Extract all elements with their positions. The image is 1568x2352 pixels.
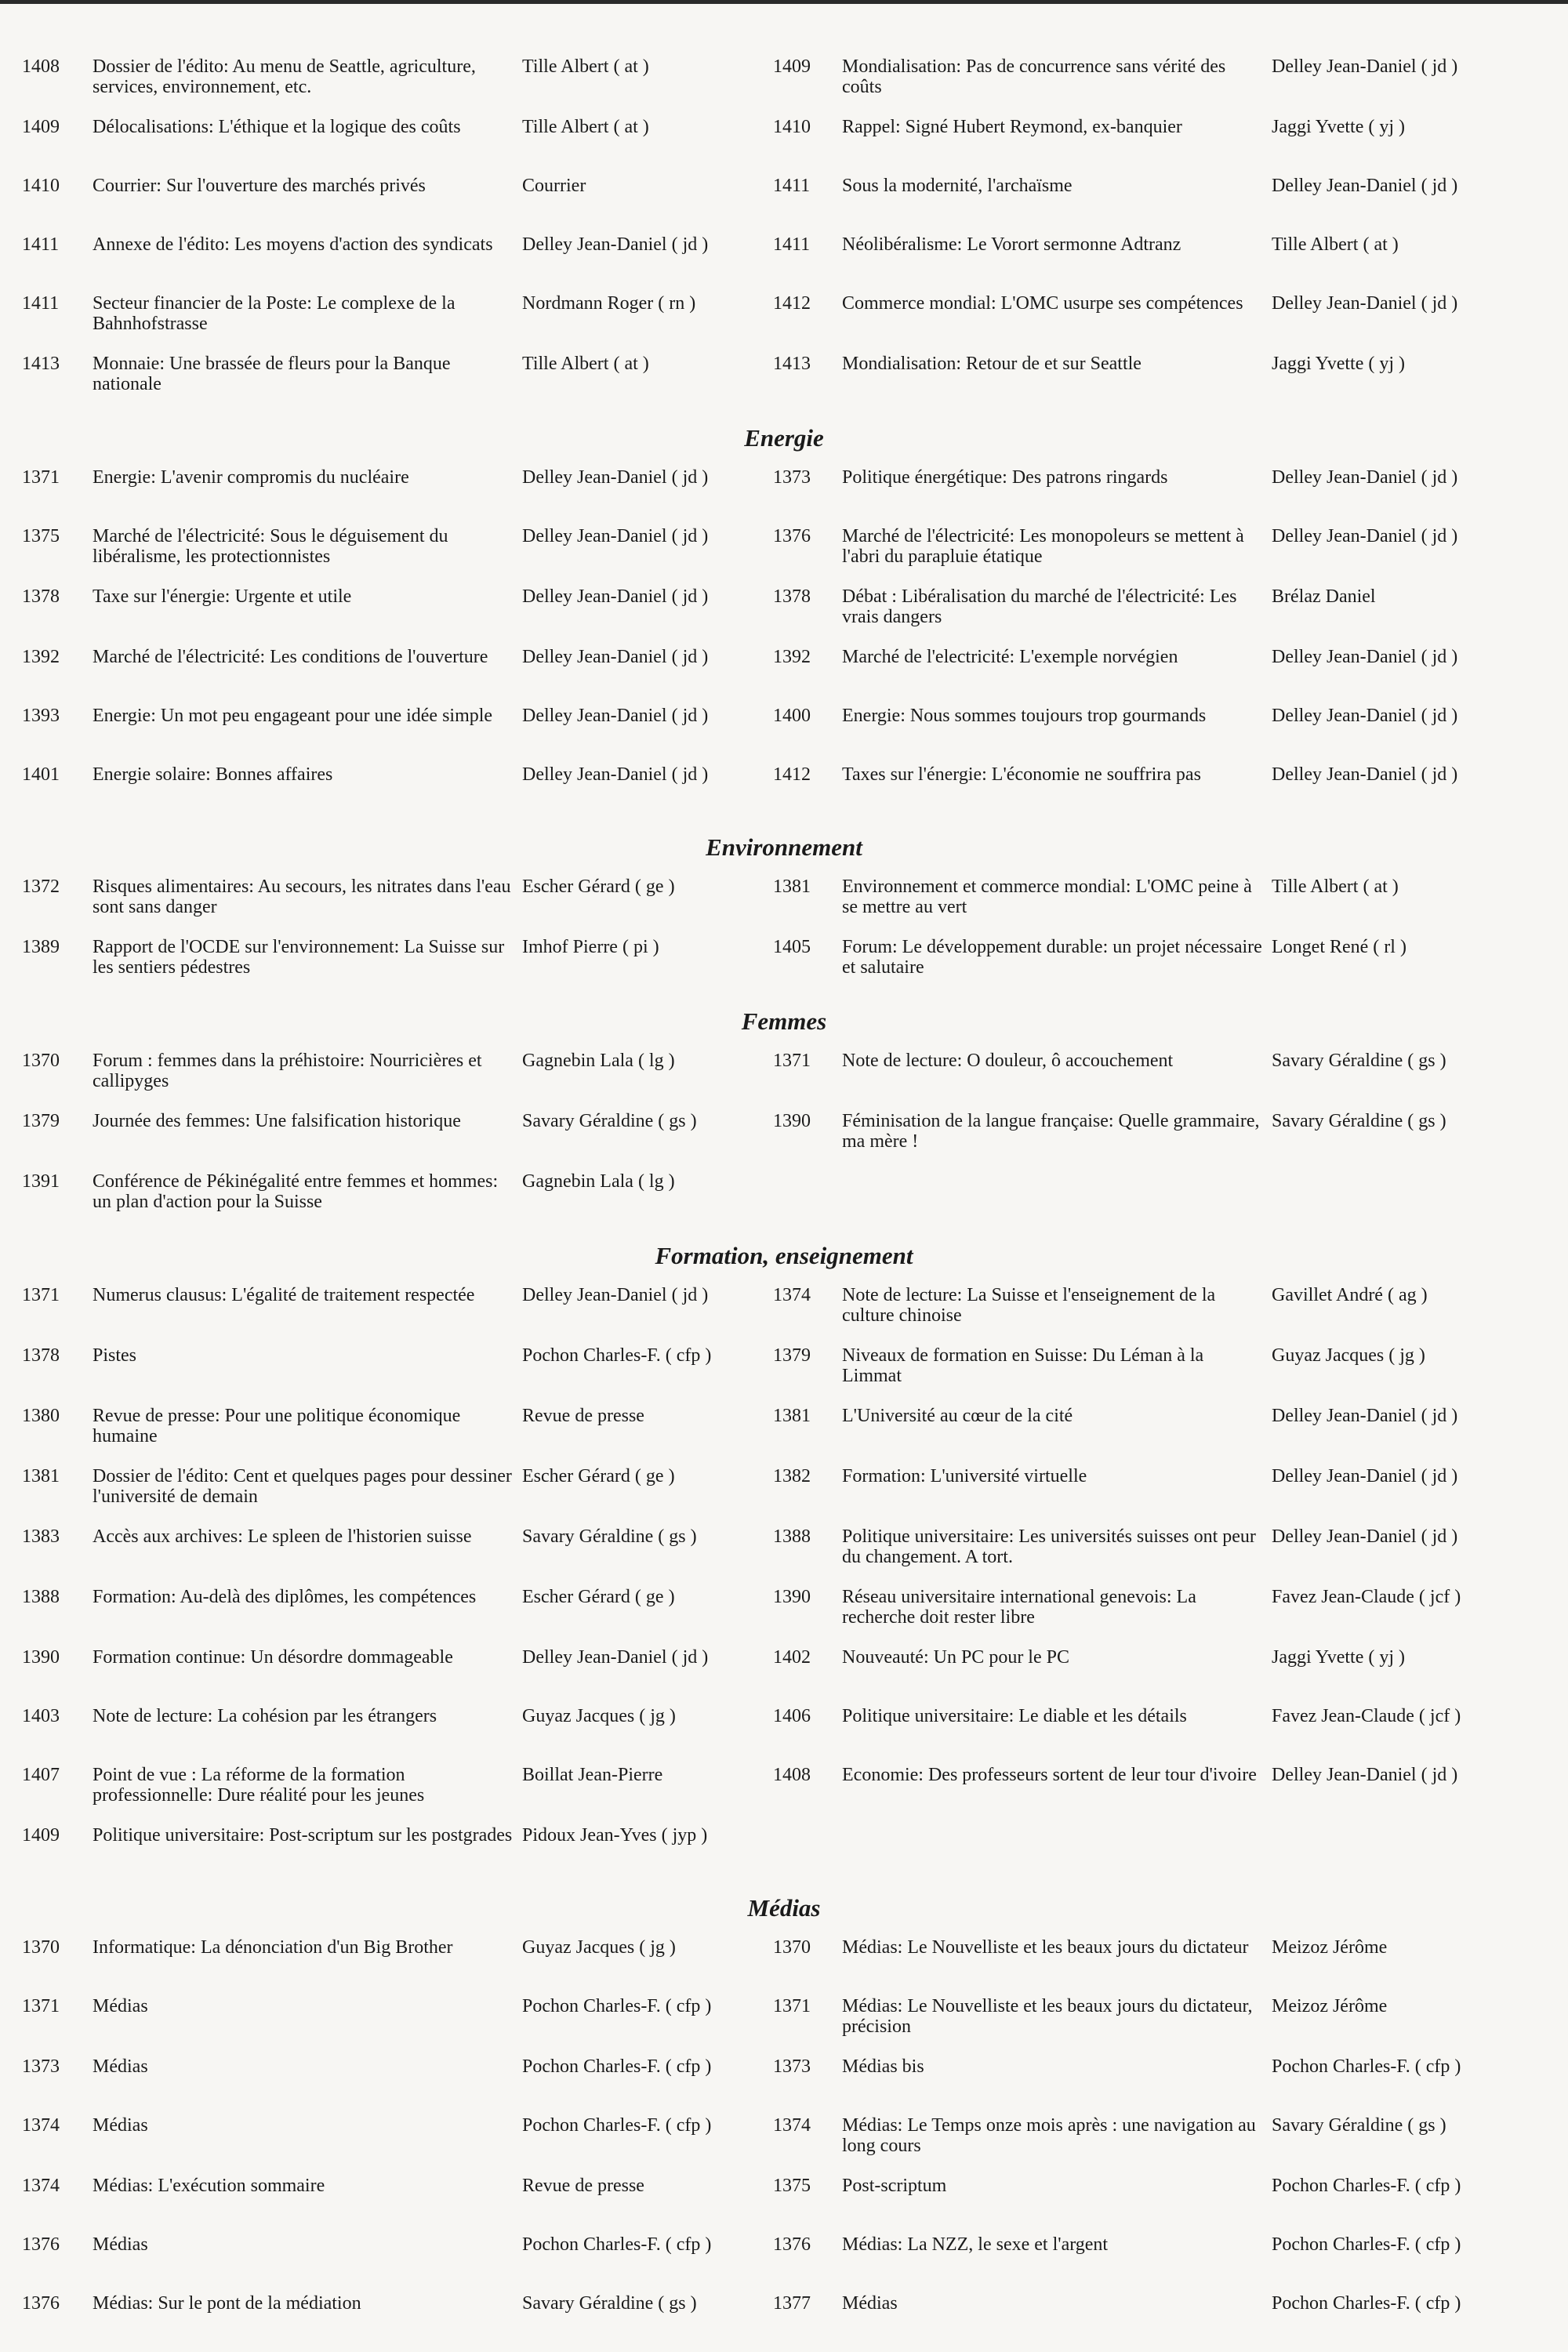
entry-author: Tille Albert ( at ) xyxy=(1272,234,1399,255)
entry-issue-number: 1400 xyxy=(773,706,811,726)
entry-issue-number: 1390 xyxy=(773,1111,811,1131)
entry-author: Tille Albert ( at ) xyxy=(1272,877,1399,897)
entry-author: Delley Jean-Daniel ( jd ) xyxy=(522,706,709,726)
entry-issue-number: 1411 xyxy=(773,176,811,196)
entry-title: Médias: La NZZ, le sexe et l'argent xyxy=(842,2234,1109,2255)
entry-issue-number: 1392 xyxy=(22,647,60,667)
entry-title: Politique universitaire: Le diable et les détails xyxy=(842,1706,1187,1726)
entry-author: Pochon Charles-F. ( cfp ) xyxy=(522,1996,712,2016)
entry-title: Post-scriptum xyxy=(842,2176,947,2196)
entry-issue-number: 1378 xyxy=(22,1345,60,1366)
entry-title: Taxes sur l'énergie: L'économie ne souffrira pas xyxy=(842,764,1201,785)
section-heading: Energie xyxy=(744,424,824,452)
entry-author: Jaggi Yvette ( yj ) xyxy=(1272,117,1405,137)
entry-author: Savary Géraldine ( gs ) xyxy=(1272,1051,1446,1071)
entry-issue-number: 1410 xyxy=(773,117,811,137)
entry-author: Delley Jean-Daniel ( jd ) xyxy=(522,526,709,546)
entry-title: L'Université au cœur de la cité xyxy=(842,1406,1073,1426)
index-row xyxy=(22,1466,1546,1507)
entry-issue-number: 1406 xyxy=(773,1706,811,1726)
entry-title: Marché de l'electricité: L'exemple norvégien xyxy=(842,647,1178,667)
top-border-line xyxy=(0,0,1568,4)
entry-issue-number: 1375 xyxy=(773,2176,811,2196)
index-row xyxy=(22,586,1546,627)
entry-title: Forum: Le développement durable: un projet nécessaire et salutaire xyxy=(842,937,1262,978)
entry-author: Pochon Charles-F. ( cfp ) xyxy=(1272,2293,1461,2314)
entry-author: Pochon Charles-F. ( cfp ) xyxy=(522,2234,712,2255)
entry-author: Savary Géraldine ( gs ) xyxy=(522,1111,697,1131)
entry-author: Pochon Charles-F. ( cfp ) xyxy=(522,2056,712,2077)
entry-author: Meizoz Jérôme xyxy=(1272,1937,1388,1958)
entry-author: Savary Géraldine ( gs ) xyxy=(522,1526,697,1547)
entry-author: Delley Jean-Daniel ( jd ) xyxy=(1272,1526,1458,1547)
entry-author: Pochon Charles-F. ( cfp ) xyxy=(1272,2234,1461,2255)
entry-author: Savary Géraldine ( gs ) xyxy=(1272,1111,1446,1131)
entry-issue-number: 1382 xyxy=(773,1466,811,1486)
entry-title: Point de vue : La réforme de la formation professionnelle: Dure réalité pour les jeunes xyxy=(93,1765,425,1806)
entry-title: Marché de l'électricité: Les conditions de l'ouverture xyxy=(93,647,488,667)
entry-title: Médias: L'exécution sommaire xyxy=(93,2176,325,2196)
index-row xyxy=(22,2115,1546,2156)
entry-title: Réseau universitaire international genevois: La recherche doit rester libre xyxy=(842,1587,1196,1628)
entry-issue-number: 1378 xyxy=(22,586,60,607)
entry-title: Débat : Libéralisation du marché de l'électricité: Les vrais dangers xyxy=(842,586,1237,627)
entry-issue-number: 1377 xyxy=(773,2293,811,2314)
index-row xyxy=(22,1706,1546,1745)
entry-title: Risques alimentaires: Au secours, les nitrates dans l'eau sont sans danger xyxy=(93,877,511,917)
index-row xyxy=(22,706,1546,745)
entry-author: Escher Gérard ( ge ) xyxy=(522,877,675,897)
entry-issue-number: 1371 xyxy=(773,1996,811,2016)
entry-issue-number: 1392 xyxy=(773,647,811,667)
entry-title: Accès aux archives: Le spleen de l'historien suisse xyxy=(93,1526,472,1547)
entry-issue-number: 1388 xyxy=(22,1587,60,1607)
entry-issue-number: 1375 xyxy=(22,526,60,546)
entry-title: Médias: Le Nouvelliste et les beaux jours du dictateur, précision xyxy=(842,1996,1253,2037)
index-row xyxy=(22,764,1546,804)
index-row xyxy=(22,1825,1546,1864)
entry-author: Revue de presse xyxy=(522,2176,644,2196)
index-row xyxy=(22,1765,1546,1806)
entry-author: Delley Jean-Daniel ( jd ) xyxy=(1272,1466,1458,1486)
entry-issue-number: 1405 xyxy=(773,937,811,957)
entry-author: Meizoz Jérôme xyxy=(1272,1996,1388,2016)
index-section xyxy=(22,997,1546,1212)
entry-issue-number: 1411 xyxy=(22,234,60,255)
entry-title: Note de lecture: O douleur, ô accouchement xyxy=(842,1051,1174,1071)
entry-title: Energie solaire: Bonnes affaires xyxy=(93,764,333,785)
index-row xyxy=(22,526,1546,567)
index-row xyxy=(22,467,1546,506)
entry-author: Savary Géraldine ( gs ) xyxy=(1272,2115,1446,2136)
entry-author: Favez Jean-Claude ( jcf ) xyxy=(1272,1706,1461,1726)
entry-author: Pochon Charles-F. ( cfp ) xyxy=(522,1345,712,1366)
entry-author: Guyaz Jacques ( jg ) xyxy=(522,1706,676,1726)
entry-title: Conférence de Pékinégalité entre femmes et hommes: un plan d'action pour la Suisse xyxy=(93,1171,499,1212)
index-section xyxy=(22,414,1546,804)
index-row xyxy=(22,1526,1546,1567)
index-row xyxy=(22,1285,1546,1326)
entry-title: Médias: Le Nouvelliste et les beaux jours du dictateur xyxy=(842,1937,1249,1958)
entry-issue-number: 1373 xyxy=(773,2056,811,2077)
entry-author: Brélaz Daniel xyxy=(1272,586,1376,607)
entry-issue-number: 1412 xyxy=(773,293,811,314)
entry-title: Délocalisations: L'éthique et la logique des coûts xyxy=(93,117,461,137)
entry-author: Delley Jean-Daniel ( jd ) xyxy=(1272,1406,1458,1426)
index-row xyxy=(22,1647,1546,1686)
entry-issue-number: 1383 xyxy=(22,1526,60,1547)
entry-title: Numerus clausus: L'égalité de traitement respectée xyxy=(93,1285,475,1305)
entry-author: Delley Jean-Daniel ( jd ) xyxy=(1272,293,1458,314)
entry-title: Marché de l'électricité: Les monopoleurs se mettent à l'abri du parapluie étatique xyxy=(842,526,1244,567)
entry-issue-number: 1379 xyxy=(22,1111,60,1131)
entry-issue-number: 1381 xyxy=(773,1406,811,1426)
entry-author: Delley Jean-Daniel ( jd ) xyxy=(1272,467,1458,488)
index-row xyxy=(22,2056,1546,2096)
entry-issue-number: 1376 xyxy=(22,2234,60,2255)
index-row xyxy=(22,56,1546,97)
entry-author: Pochon Charles-F. ( cfp ) xyxy=(1272,2176,1461,2196)
entry-title: Politique universitaire: Les universités suisses ont peur du changement. A tort. xyxy=(842,1526,1256,1567)
entry-author: Delley Jean-Daniel ( jd ) xyxy=(1272,526,1458,546)
entry-issue-number: 1381 xyxy=(773,877,811,897)
entry-title: Médias xyxy=(93,2115,148,2136)
entry-issue-number: 1374 xyxy=(22,2176,60,2196)
entry-author: Delley Jean-Daniel ( jd ) xyxy=(522,234,709,255)
entry-author: Delley Jean-Daniel ( jd ) xyxy=(522,586,709,607)
entry-issue-number: 1410 xyxy=(22,176,60,196)
entry-title: Marché de l'électricité: Sous le déguisement du libéralisme, les protectionnistes xyxy=(93,526,448,567)
entry-author: Delley Jean-Daniel ( jd ) xyxy=(1272,1765,1458,1785)
entry-author: Delley Jean-Daniel ( jd ) xyxy=(522,1647,709,1668)
index-row xyxy=(22,176,1546,215)
entry-author: Courrier xyxy=(522,176,586,196)
entry-title: Rapport de l'OCDE sur l'environnement: La Suisse sur les sentiers pédestres xyxy=(93,937,505,978)
entry-issue-number: 1371 xyxy=(22,1285,60,1305)
section-heading: Médias xyxy=(747,1894,821,1922)
entry-title: Médias xyxy=(93,1996,148,2016)
entry-author: Escher Gérard ( ge ) xyxy=(522,1466,675,1486)
index-row xyxy=(22,877,1546,917)
entry-title: Médias xyxy=(93,2234,148,2255)
entry-author: Delley Jean-Daniel ( jd ) xyxy=(522,764,709,785)
entry-title: Rappel: Signé Hubert Reymond, ex-banquier xyxy=(842,117,1182,137)
entry-title: Courrier: Sur l'ouverture des marchés privés xyxy=(93,176,426,196)
entry-issue-number: 1374 xyxy=(773,1285,811,1305)
entry-author: Gagnebin Lala ( lg ) xyxy=(522,1171,675,1192)
entry-issue-number: 1413 xyxy=(773,354,811,374)
entry-issue-number: 1373 xyxy=(773,467,811,488)
index-row xyxy=(22,2293,1546,2332)
section-heading: Femmes xyxy=(741,1007,827,1035)
entry-issue-number: 1413 xyxy=(22,354,60,374)
entry-title: Informatique: La dénonciation d'un Big Brother xyxy=(93,1937,453,1958)
entry-title: Formation continue: Un désordre dommageable xyxy=(93,1647,453,1668)
entry-author: Pochon Charles-F. ( cfp ) xyxy=(1272,2056,1461,2077)
entry-issue-number: 1371 xyxy=(773,1051,811,1071)
entry-title: Forum : femmes dans la préhistoire: Nourricières et callipyges xyxy=(93,1051,482,1091)
index-row xyxy=(22,1587,1546,1628)
entry-title: Secteur financier de la Poste: Le complexe de la Bahnhofstrasse xyxy=(93,293,456,334)
entry-issue-number: 1371 xyxy=(22,1996,60,2016)
entry-author: Delley Jean-Daniel ( jd ) xyxy=(1272,56,1458,77)
entry-title: Revue de presse: Pour une politique économique humaine xyxy=(93,1406,461,1446)
entry-issue-number: 1393 xyxy=(22,706,60,726)
entry-issue-number: 1376 xyxy=(22,2293,60,2314)
entry-title: Energie: Un mot peu engageant pour une idée simple xyxy=(93,706,493,726)
entry-title: Politique énergétique: Des patrons ringards xyxy=(842,467,1168,488)
entry-title: Dossier de l'édito: Cent et quelques pages pour dessiner l'université de demain xyxy=(93,1466,512,1507)
entry-issue-number: 1373 xyxy=(22,2056,60,2077)
index-row xyxy=(22,1051,1546,1091)
entry-title: Féminisation de la langue française: Quelle grammaire, ma mère ! xyxy=(842,1111,1260,1152)
entry-title: Formation: L'université virtuelle xyxy=(842,1466,1087,1486)
entry-issue-number: 1381 xyxy=(22,1466,60,1486)
entry-title: Sous la modernité, l'archaïsme xyxy=(842,176,1073,196)
entry-title: Monnaie: Une brassée de fleurs pour la Banque nationale xyxy=(93,354,451,394)
index-row xyxy=(22,234,1546,274)
entry-author: Guyaz Jacques ( jg ) xyxy=(1272,1345,1425,1366)
entry-issue-number: 1407 xyxy=(22,1765,60,1785)
index-row xyxy=(22,354,1546,394)
entry-title: Dossier de l'édito: Au menu de Seattle, agriculture, services, environnement, etc. xyxy=(93,56,476,97)
entry-issue-number: 1408 xyxy=(22,56,60,77)
entry-author: Pochon Charles-F. ( cfp ) xyxy=(522,2115,712,2136)
entry-title: Environnement et commerce mondial: L'OMC peine à se mettre au vert xyxy=(842,877,1252,917)
entry-author: Gavillet André ( ag ) xyxy=(1272,1285,1428,1305)
entry-issue-number: 1388 xyxy=(773,1526,811,1547)
entry-issue-number: 1374 xyxy=(773,2115,811,2136)
entry-issue-number: 1370 xyxy=(22,1051,60,1071)
entry-title: Energie: Nous sommes toujours trop gourmands xyxy=(842,706,1207,726)
index-row xyxy=(22,1937,1546,1976)
index-row xyxy=(22,1345,1546,1386)
entry-title: Formation: Au-delà des diplômes, les compétences xyxy=(93,1587,477,1607)
entry-title: Mondialisation: Retour de et sur Seattle xyxy=(842,354,1142,374)
entry-title: Politique universitaire: Post-scriptum sur les postgrades xyxy=(93,1825,513,1846)
entry-issue-number: 1390 xyxy=(22,1647,60,1668)
entry-issue-number: 1409 xyxy=(773,56,811,77)
entry-issue-number: 1408 xyxy=(773,1765,811,1785)
entry-issue-number: 1370 xyxy=(773,1937,811,1958)
entry-issue-number: 1378 xyxy=(773,586,811,607)
index-row xyxy=(22,1171,1546,1212)
entry-issue-number: 1409 xyxy=(22,117,60,137)
entry-title: Néolibéralisme: Le Vorort sermonne Adtranz xyxy=(842,234,1181,255)
entry-title: Niveaux de formation en Suisse: Du Léman à la Limmat xyxy=(842,1345,1204,1386)
index-section xyxy=(22,56,1546,394)
entry-author: Gagnebin Lala ( lg ) xyxy=(522,1051,675,1071)
entry-title: Annexe de l'édito: Les moyens d'action des syndicats xyxy=(93,234,493,255)
entry-author: Jaggi Yvette ( yj ) xyxy=(1272,354,1405,374)
entry-issue-number: 1412 xyxy=(773,764,811,785)
entry-issue-number: 1376 xyxy=(773,526,811,546)
index-row xyxy=(22,1111,1546,1152)
entry-author: Escher Gérard ( ge ) xyxy=(522,1587,675,1607)
index-section xyxy=(22,823,1546,978)
index-row xyxy=(22,937,1546,978)
entry-issue-number: 1391 xyxy=(22,1171,60,1192)
entry-author: Jaggi Yvette ( yj ) xyxy=(1272,1647,1405,1668)
entry-author: Savary Géraldine ( gs ) xyxy=(522,2293,697,2314)
entry-author: Favez Jean-Claude ( jcf ) xyxy=(1272,1587,1461,1607)
entry-title: Journée des femmes: Une falsification historique xyxy=(93,1111,461,1131)
entry-issue-number: 1402 xyxy=(773,1647,811,1668)
entry-title: Economie: Des professeurs sortent de leur tour d'ivoire xyxy=(842,1765,1257,1785)
entry-author: Delley Jean-Daniel ( jd ) xyxy=(522,647,709,667)
entry-title: Nouveauté: Un PC pour le PC xyxy=(842,1647,1069,1668)
entry-title: Pistes xyxy=(93,1345,137,1366)
entry-issue-number: 1411 xyxy=(22,293,60,314)
entry-author: Delley Jean-Daniel ( jd ) xyxy=(522,1285,709,1305)
entry-author: Pidoux Jean-Yves ( jyp ) xyxy=(522,1825,708,1846)
entry-issue-number: 1389 xyxy=(22,937,60,957)
entry-title: Mondialisation: Pas de concurrence sans vérité des coûts xyxy=(842,56,1226,97)
entry-issue-number: 1411 xyxy=(773,234,811,255)
index-section xyxy=(22,1884,1546,2332)
entry-author: Revue de presse xyxy=(522,1406,644,1426)
entry-author: Imhof Pierre ( pi ) xyxy=(522,937,659,957)
entry-title: Energie: L'avenir compromis du nucléaire xyxy=(93,467,409,488)
entry-author: Tille Albert ( at ) xyxy=(522,117,649,137)
entry-title: Taxe sur l'énergie: Urgente et utile xyxy=(93,586,352,607)
entry-issue-number: 1372 xyxy=(22,877,60,897)
entry-title: Médias: Le Temps onze mois après : une navigation au long cours xyxy=(842,2115,1256,2156)
index-page xyxy=(22,56,1546,2352)
index-row xyxy=(22,1406,1546,1446)
entry-author: Longet René ( rl ) xyxy=(1272,937,1406,957)
entry-issue-number: 1371 xyxy=(22,467,60,488)
entry-author: Delley Jean-Daniel ( jd ) xyxy=(522,467,709,488)
index-row xyxy=(22,117,1546,156)
entry-title: Médias bis xyxy=(842,2056,924,2077)
entry-title: Note de lecture: La cohésion par les étrangers xyxy=(93,1706,437,1726)
entry-author: Delley Jean-Daniel ( jd ) xyxy=(1272,764,1458,785)
entry-author: Delley Jean-Daniel ( jd ) xyxy=(1272,176,1458,196)
entry-issue-number: 1376 xyxy=(773,2234,811,2255)
entry-author: Nordmann Roger ( rn ) xyxy=(522,293,696,314)
index-row xyxy=(22,1996,1546,2037)
entry-title: Médias xyxy=(93,2056,148,2077)
entry-author: Tille Albert ( at ) xyxy=(522,354,649,374)
entry-author: Delley Jean-Daniel ( jd ) xyxy=(1272,706,1458,726)
entry-issue-number: 1380 xyxy=(22,1406,60,1426)
entry-issue-number: 1370 xyxy=(22,1937,60,1958)
entry-issue-number: 1379 xyxy=(773,1345,811,1366)
section-heading: Formation, enseignement xyxy=(655,1242,913,1269)
section-heading: Environnement xyxy=(706,833,862,861)
entry-issue-number: 1374 xyxy=(22,2115,60,2136)
entry-issue-number: 1390 xyxy=(773,1587,811,1607)
index-row xyxy=(22,2176,1546,2215)
entry-author: Delley Jean-Daniel ( jd ) xyxy=(1272,647,1458,667)
entry-title: Commerce mondial: L'OMC usurpe ses compétences xyxy=(842,293,1243,314)
entry-author: Guyaz Jacques ( jg ) xyxy=(522,1937,676,1958)
index-row xyxy=(22,293,1546,334)
entry-issue-number: 1403 xyxy=(22,1706,60,1726)
entry-issue-number: 1409 xyxy=(22,1825,60,1846)
entry-title: Médias: Sur le pont de la médiation xyxy=(93,2293,361,2314)
entry-title: Note de lecture: La Suisse et l'enseignement de la culture chinoise xyxy=(842,1285,1216,1326)
entry-author: Boillat Jean-Pierre xyxy=(522,1765,663,1785)
entry-author: Tille Albert ( at ) xyxy=(522,56,649,77)
entry-issue-number: 1401 xyxy=(22,764,60,785)
index-section xyxy=(22,1232,1546,1864)
entry-title: Médias xyxy=(842,2293,898,2314)
index-row xyxy=(22,647,1546,686)
